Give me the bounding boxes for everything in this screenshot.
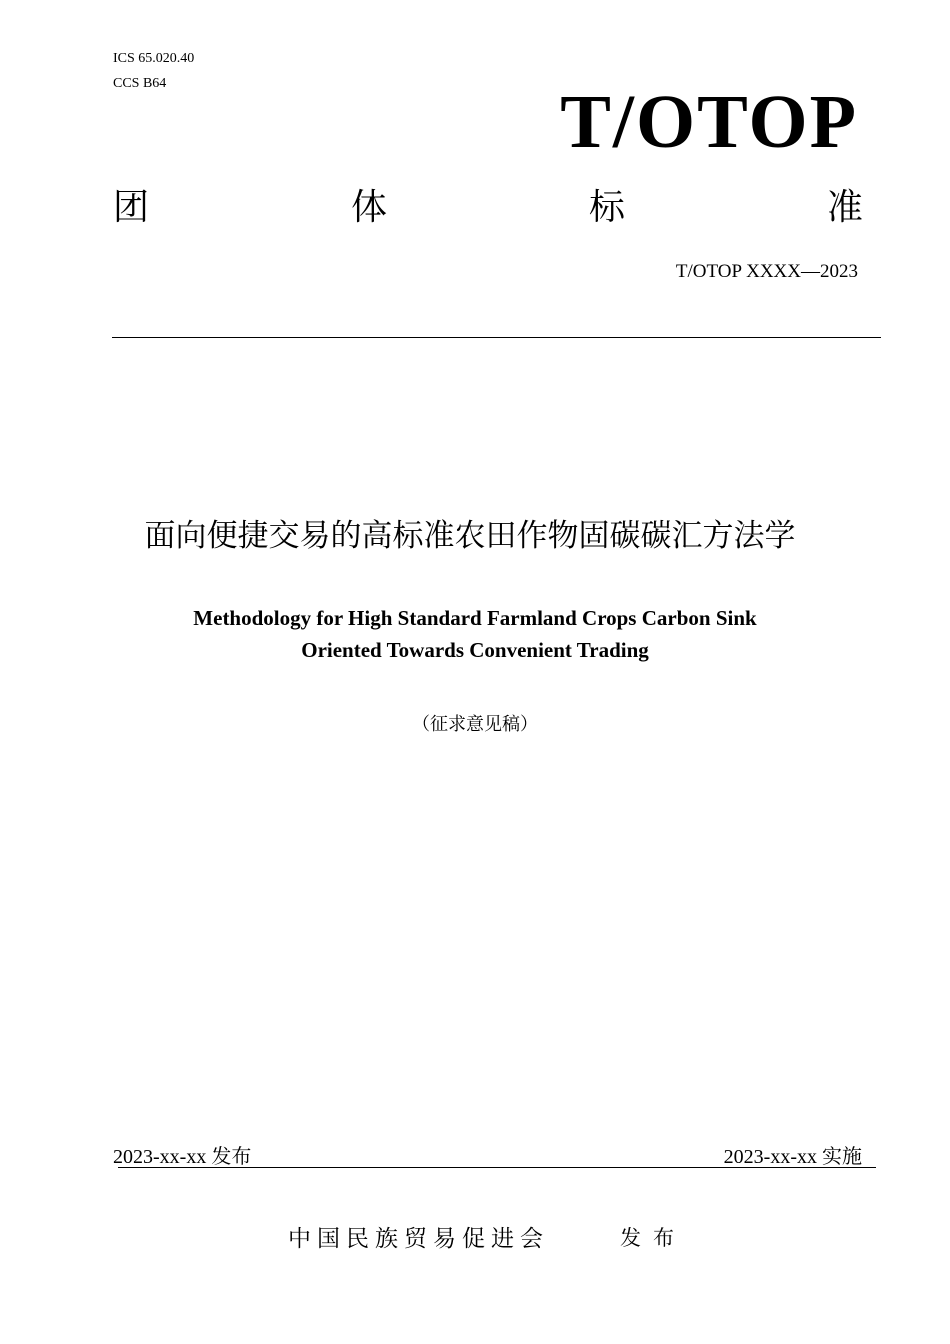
standard-logo: T/OTOP: [560, 80, 858, 164]
title-chinese: 面向便捷交易的高标准农田作物固碳碳汇方法学: [144, 518, 796, 554]
ccs-code: CCS B64: [113, 76, 167, 91]
implementation-date: 2023-xx-xx: [723, 1146, 817, 1168]
implementation-date-line: [724, 1144, 862, 1169]
footer-divider: [118, 1167, 876, 1168]
standard-number: T/OTOP XXXX—2023: [675, 261, 858, 282]
header-divider: [112, 337, 881, 338]
issue-label: 发布: [211, 1144, 252, 1168]
title-english-line2: Oriented Towards Convenient Trading: [301, 638, 649, 662]
ics-code: ICS 65.020.40: [113, 51, 195, 66]
issue-date-line: [113, 1144, 251, 1169]
standard-type-char: 体: [350, 187, 387, 228]
standard-type-char: 准: [826, 187, 863, 228]
standard-type: [113, 186, 863, 230]
publish-label: 发布: [620, 1226, 686, 1250]
standard-type-char: 标: [588, 187, 625, 228]
title-english-line1: Methodology for High Standard Farmland Crops Carbon Sink: [193, 606, 757, 630]
draft-status: （征求意见稿）: [412, 714, 538, 735]
implementation-label: 实施: [822, 1144, 862, 1168]
publisher-name: 中国民族贸易促进会: [288, 1226, 549, 1252]
issue-date: 2023-xx-xx: [113, 1146, 207, 1168]
standard-type-char: 团: [113, 187, 150, 228]
